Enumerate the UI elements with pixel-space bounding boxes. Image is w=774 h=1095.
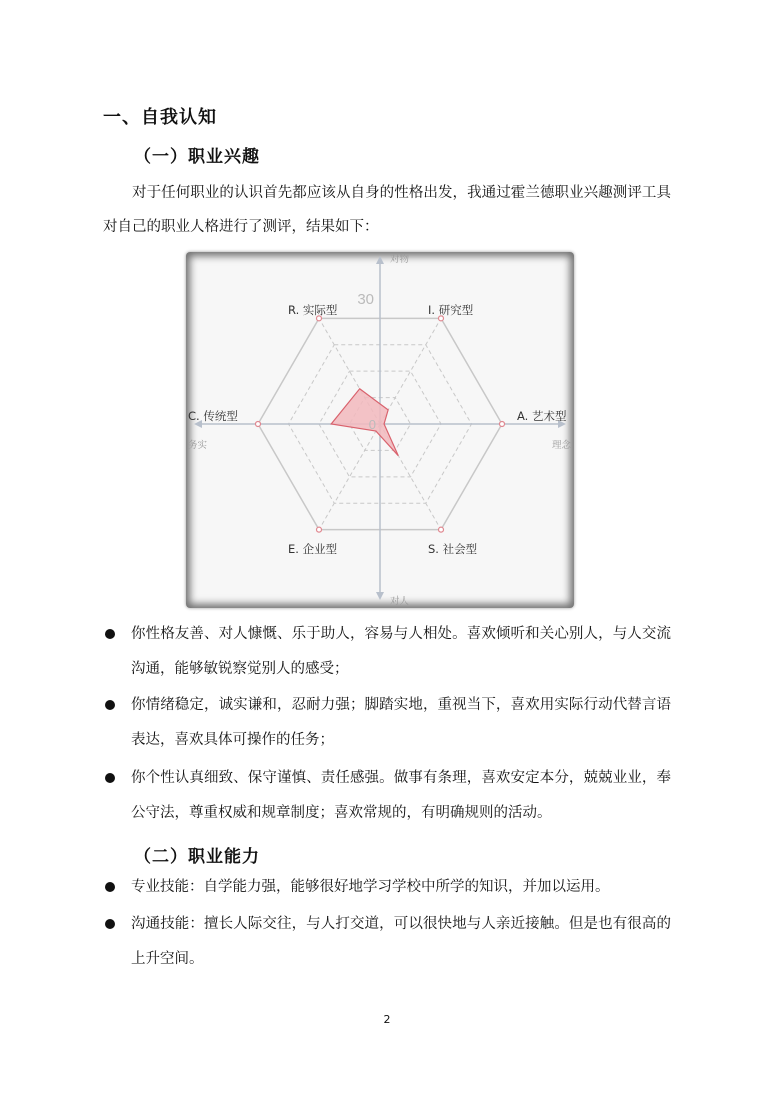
axis-label: R. 实际型 bbox=[288, 303, 338, 317]
spoke-line bbox=[319, 424, 380, 530]
radar-svg bbox=[186, 252, 574, 608]
axis-label: A. 艺术型 bbox=[517, 409, 567, 423]
list-item bbox=[103, 761, 671, 831]
data-area bbox=[331, 389, 398, 456]
scale-label-max: 30 bbox=[357, 291, 374, 308]
section-heading: 一、自我认知 bbox=[103, 107, 217, 128]
vertex-marker bbox=[439, 527, 444, 532]
axis-end-label: 对人 bbox=[390, 596, 410, 607]
bullet-icon bbox=[105, 773, 115, 783]
list-item-text: 你个性认真细致、保守谨慎、责任感强。做事有条理，喜欢安定本分，兢兢业业，奉公守法，尊重权威和规章制度；喜欢常规的，有明确规则的活动。 bbox=[131, 770, 671, 821]
list-item-text: 你性格友善、对人慷慨、乐于助人，容易与人相处。喜欢倾听和关心别人，与人交流沟通，能够敏锐察觉别人的感受； bbox=[131, 626, 671, 677]
scale-label-center: 0 bbox=[368, 417, 376, 432]
list-item bbox=[103, 688, 671, 758]
bullet-icon bbox=[105, 700, 115, 710]
spoke-line bbox=[380, 318, 441, 424]
bullet-icon bbox=[105, 629, 115, 639]
bullet-icon bbox=[105, 882, 115, 892]
page-number: 2 bbox=[383, 1013, 391, 1026]
bullet-icon bbox=[105, 919, 115, 929]
arrow-up-icon bbox=[376, 256, 384, 264]
vertex-marker bbox=[500, 422, 505, 427]
list-item bbox=[103, 870, 671, 905]
list-item bbox=[103, 907, 671, 977]
axis-end-label: 务实 bbox=[188, 440, 208, 451]
axis-end-label: 对物 bbox=[390, 254, 410, 265]
axis-end-label: 理念 bbox=[552, 440, 572, 451]
axis-label: I. 研究型 bbox=[428, 303, 474, 317]
holland-radar-chart bbox=[186, 252, 574, 608]
arrow-down-icon bbox=[376, 592, 384, 600]
vertex-marker bbox=[256, 422, 261, 427]
intro-paragraph: 对于任何职业的认识首先都应该从自身的性格出发，我通过霍兰德职业兴趣测评工具对自己的职业人格进行了测评，结果如下： bbox=[103, 185, 671, 235]
list-item-text: 你情绪稳定，诚实谦和，忍耐力强；脚踏实地，重视当下，喜欢用实际行动代替言语表达，喜欢具体可操作的任务； bbox=[131, 697, 671, 748]
list-item-text: 专业技能：自学能力强，能够很好地学习学校中所学的知识，并加以运用。 bbox=[131, 879, 610, 895]
axis-label: C. 传统型 bbox=[188, 409, 238, 423]
subsection-heading-ability: （二）职业能力 bbox=[134, 847, 260, 867]
list-item-text: 沟通技能：擅长人际交往，与人打交道，可以很快地与人亲近接触。但是也有很高的上升空间。 bbox=[131, 916, 671, 967]
axis-label: E. 企业型 bbox=[288, 542, 338, 556]
axis-label: S. 社会型 bbox=[428, 542, 478, 556]
list-item bbox=[103, 617, 671, 687]
vertex-marker bbox=[317, 527, 322, 532]
subsection-heading-interest: （一）职业兴趣 bbox=[134, 147, 260, 167]
